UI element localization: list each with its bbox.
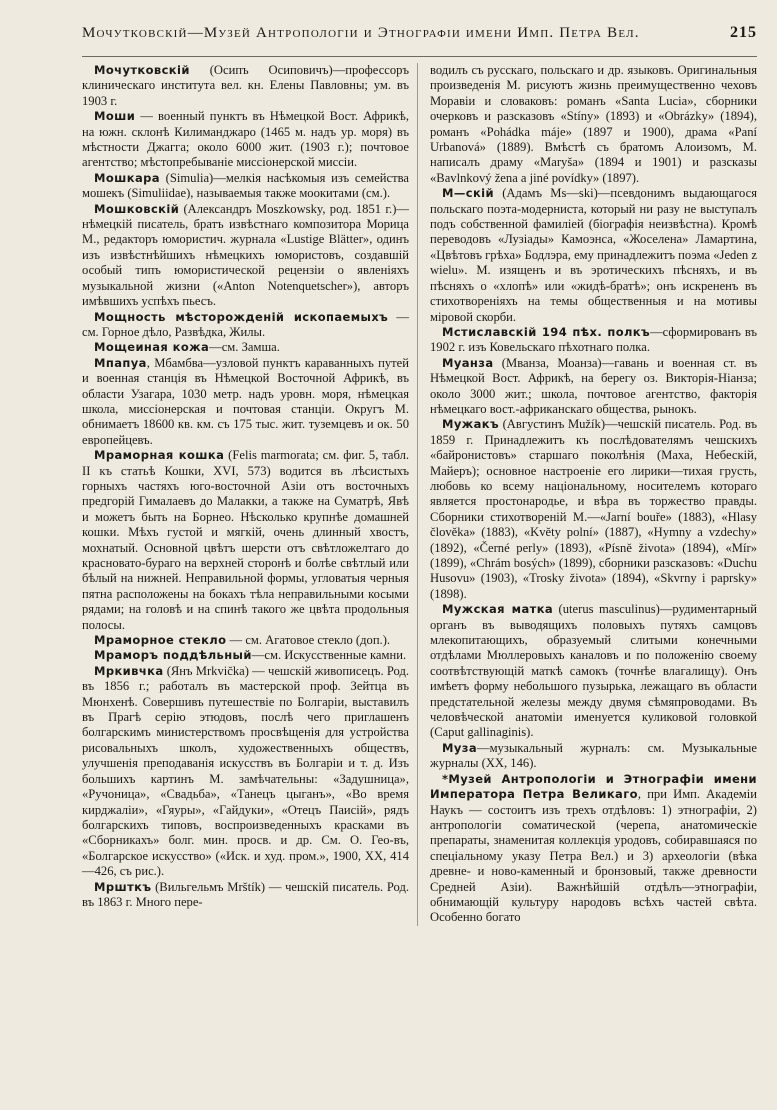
entry-text: водилъ съ русскаго, польскаго и др. языковъ. Оригинальныя произведенія М. рисуютъ жизнь преимущественно чеховъ Моравіи и словаковъ: романъ «Santa Lucia», сборники очерковъ и разсказовъ «Stíny» (1893) и «Obrázky» (1894), романъ «Pohádka máje» (1897 и 1900), драма «Paní Urbanová» (1889). Вмѣстѣ съ братомъ Алоизомъ, М. написалъ драму «Maryša» (1894 и 1901) и разсказы «Bavlnkový žena a jiné povídky» (1897). xyxy=(430,63,757,185)
entry xyxy=(82,171,409,202)
entry xyxy=(82,202,409,310)
running-head: Мочутковскій—Музей Антропологіи и Этнографіи имени Имп. Петра Вел. xyxy=(82,25,640,41)
entry-text: —см. Искусственные камни. xyxy=(251,648,407,663)
page-header xyxy=(82,24,757,57)
entry xyxy=(430,325,757,356)
entry-headword: Муанза xyxy=(442,355,494,370)
entry xyxy=(82,310,409,341)
entry-headword: Мошкара xyxy=(94,170,160,185)
entry-headword: Мощность мѣсторожденій ископаемыхъ xyxy=(94,309,389,324)
entry-headword: Мраморная кошка xyxy=(94,448,225,463)
left-column xyxy=(82,63,417,926)
entry xyxy=(430,741,757,772)
page-number: 215 xyxy=(730,24,757,41)
entry xyxy=(82,356,409,448)
entry xyxy=(430,186,757,325)
entry xyxy=(82,880,409,911)
entry-headword: Мраморъ поддѣльный xyxy=(94,648,252,663)
right-column xyxy=(417,63,757,926)
entry-text: , при Имп. Академіи Наукъ — состоитъ изъ трехъ отдѣловъ: 1) этнографіи, 2) антропологіи соматической (черепа, анатомическіе препараты, знаменитая коллекція уродовъ, собиравшаяся по спеціальному указу Петра Вел.) и 3) археологіи (вѣка древне- и ново-каменный и бронзовый, также древности Средней Азіи). Важнѣйшій отдѣлъ—этнографіи, обнимающій культуру народовъ всѣхъ частей свѣта. Особенно богато xyxy=(430,787,757,925)
entry xyxy=(82,648,409,663)
entry-text: —сформированъ въ 1902 г. изъ Ковельскаго пѣхотнаго полка. xyxy=(430,324,757,355)
entry xyxy=(82,664,409,880)
entry xyxy=(82,448,409,633)
entry-text: — см. Агатовое стекло (доп.). xyxy=(226,633,391,648)
entry-text: (Felis marmorata; см. фиг. 5, табл. II къ статьѣ Кошки, XVI, 573) водится въ лѣсистыхъ горныхъ частяхъ юго-восточной Азіи отъ восточныхъ предгорій Гималаевъ до Малакки, а также на Суматрѣ, Явѣ и можетъ быть на Борнео. Нѣсколько крупнѣе домашней кошки. Мѣхъ густой и мягкій, очень длинный хвостъ, мохнатый. Основной цвѣтъ шерсти отъ свѣтложелтаго до красновато-бураго на верхней сторонѣ и болѣе свѣтлый или бѣлый на нижней. Неправильной формы, угловатыя черныя пятна расположены на бокахъ тѣла неправильными косыми рядами; на головѣ и на спинѣ такого же цвѣта продольныя полосы. xyxy=(82,448,410,632)
entry-headword: Мраморное стекло xyxy=(94,633,227,648)
entry-text: (Августинъ Mužík)—чешскій писатель. Род. въ 1859 г. Принадлежитъ къ послѣдователямъ чешскихъ «байронистовъ» старшаго поколѣнія (Маха, Небескій, Майеръ); основное настроеніе его лирики—тихая грусть, любовь ко всему національному, носителемъ котораго является простонародье, и вѣра въ торжество правды. Сборники стихотвореній М.—«Jarní bouře» (1883), «Hlasy člověka» (1883), «Květy polní» (1887), «Hymny a vzdechy» (1892), «Černé perly» (1893), «Písně života» (1894), «Mír» (1899), «Chrám bosých» (1899), сборники разсказовъ: «Duchu Husovu» (1903), «Trosky života» (1894), «Skvrny i paprsky» (1898). xyxy=(430,417,757,601)
entry xyxy=(430,772,757,926)
entry-text: (Александръ Moszkowsky, род. 1851 г.)—нѣмецкій писатель, братъ извѣстнаго композитора Морица М., редакторъ юмористич. журнала «Lustige Blätter», одинъ изъ извѣстнѣйшихъ нѣмецкихъ юмористовъ, создавшій особый типъ юмористической рецензіи о явленіяхъ музыкальной жизни («Anton Notenquetscher»), авторъ имѣвшихъ успѣхъ пьесъ. xyxy=(82,201,409,309)
entry-headword: М—скій xyxy=(442,186,494,201)
entry-text: , Мбамбва—узловой пунктъ караванныхъ путей и военная станція въ Нѣмецкой Восточной Африкѣ, въ области Узагара, 1030 метр. надъ уровн. моря, нѣмецкая школа, миссіонерская и почтовая станціи. Округъ М. обнимаетъ 18600 кв. км. съ 175 тыс. жит. туземцевъ и ок. 50 европейцевъ. xyxy=(82,355,409,447)
entry-text: (Simulia)—мелкія насѣкомыя изъ семейства мошекъ (Simuliidae), называемыя также моокитами (см.). xyxy=(82,170,409,201)
entry xyxy=(82,109,409,171)
entry xyxy=(430,602,757,741)
entry-headword: Мркивчка xyxy=(94,663,164,678)
entry-text: — военный пунктъ въ Нѣмецкой Вост. Африкѣ, на южн. склонѣ Килиманджаро (1465 м. надъ ур. моря) въ мѣстности Джагга; около 6000 жит. (1903 г.); почтовое агентство; мѣстопребываніе миссіонерской миссіи. xyxy=(82,109,409,170)
entry xyxy=(82,340,409,355)
entry-text: (Осипъ Осиповичъ)—профессоръ клиническаго института вел. кн. Елены Павловны; ум. въ 1903 г. xyxy=(82,63,409,108)
text-columns xyxy=(82,63,757,926)
entry-headword: Мочутковскій xyxy=(94,63,190,77)
entry-headword: *Музей Антропологіи и Этнографіи имени Императора Петра Великаго xyxy=(430,771,757,802)
entry-headword: Мощеиная кожа xyxy=(94,340,210,355)
entry-text: —см. Замша. xyxy=(209,340,280,355)
entry-headword: Мпапуа xyxy=(94,355,147,370)
entry xyxy=(430,417,757,602)
entry-text: (Янъ Mrkvička) — чешскій живописецъ. Род. въ 1856 г.; работалъ въ мастерской проф. Зейтца въ Мюнхенѣ. Совершивъ путешествіе по Болгаріи, выставилъ въ Прагѣ серію этюдовъ, послѣ чего приглашенъ болгарскимъ министерствомъ просвѣщенія для устройства рисовальныхъ школъ, художественныхъ обществъ, улучшенія преподаванія искусствъ въ Болгаріи и т. д. Изъ большихъ картинъ М. замѣчательны: «Задушница», «Ручоница», «Свадьба», «Танецъ цыганъ», «Во время кирджаліи», «Гяуры», «Гайдуки», «Отецъ Паисій», рядъ болгарскихъ типовъ, воспроизведенныхъ красками въ «Сборникахъ» болг. мин. просв. и др. См. О. Гео-въ, «Болгарское искусство» («Иск. и худ. пром.», 1900, XX, 414—426, съ рис.). xyxy=(82,663,409,879)
entry-headword: Мужакъ xyxy=(442,417,499,432)
entry xyxy=(82,633,409,648)
entry-text: (uterus masculinus)—рудиментарный органъ въ выводящихъ половыхъ путяхъ самцовъ млекопитающихъ, образуемый слитыми конечными отдѣлами Мюллеровыхъ каналовъ и по положенію своему соотвѣтствующій маткѣ самокъ (точнѣе влагалищу). Онъ имѣетъ форму небольшого пузырька, лежащаго въ области предстательной железы между двумя сѣмяпроводами. Въ человѣческой анатоміи именуется куликовой головкой (Caput gallinaginis). xyxy=(430,602,757,740)
entry-text: (Вильгельмъ Mrštík) — чешскій писатель. Род. въ 1863 г. Много пере- xyxy=(82,879,409,909)
entry xyxy=(430,63,757,186)
entry xyxy=(430,356,757,418)
entry-headword: Мршткъ xyxy=(94,879,152,894)
entry xyxy=(82,63,409,109)
entry-headword: Моши xyxy=(94,109,136,124)
entry-text: (Адамъ Ms—ski)—псевдонимъ выдающагося польскаго поэта-модерниста, который ни разу не выступалъ подъ собственной фамиліей (біографія неизвѣстна). Кромѣ переводовъ «Лузіады» Камоэнса, «Жоселена» Ламартина, «Цвѣтовъ грѣха» Бодлэра, ему принадлежитъ поэма «Jeden z wielu». М. изященъ и въ эротическихъ пѣсняхъ, и въ пѣсняхъ о «хлопѣ» или «жидѣ-братѣ»; онъ искрененъ въ стихотвореніяхъ на темы общественныя и на мотивы міровой скорби. xyxy=(430,186,757,324)
entry-text: —музыкальный журналъ: см. Музыкальные журналы (XX, 146). xyxy=(430,740,757,771)
entry-text: — см. Горное дѣло, Развѣдка, Жилы. xyxy=(82,309,409,339)
entry-headword: Мошковскій xyxy=(94,201,180,216)
entry-text: (Мванза, Моанза)—гавань и военная ст. въ Нѣмецкой Вост. Африкѣ, на берегу оз. Викторія-Ніанза; около 3000 жит.; школа, почтовое агентство, факторія нѣмецкаго вост.-африканскаго общества, рынокъ. xyxy=(430,355,757,416)
entry-headword: Мстиславскій 194 пѣх. полкъ xyxy=(442,324,651,339)
entry-headword: Мужская матка xyxy=(442,602,554,617)
entry-headword: Муза xyxy=(442,740,477,755)
